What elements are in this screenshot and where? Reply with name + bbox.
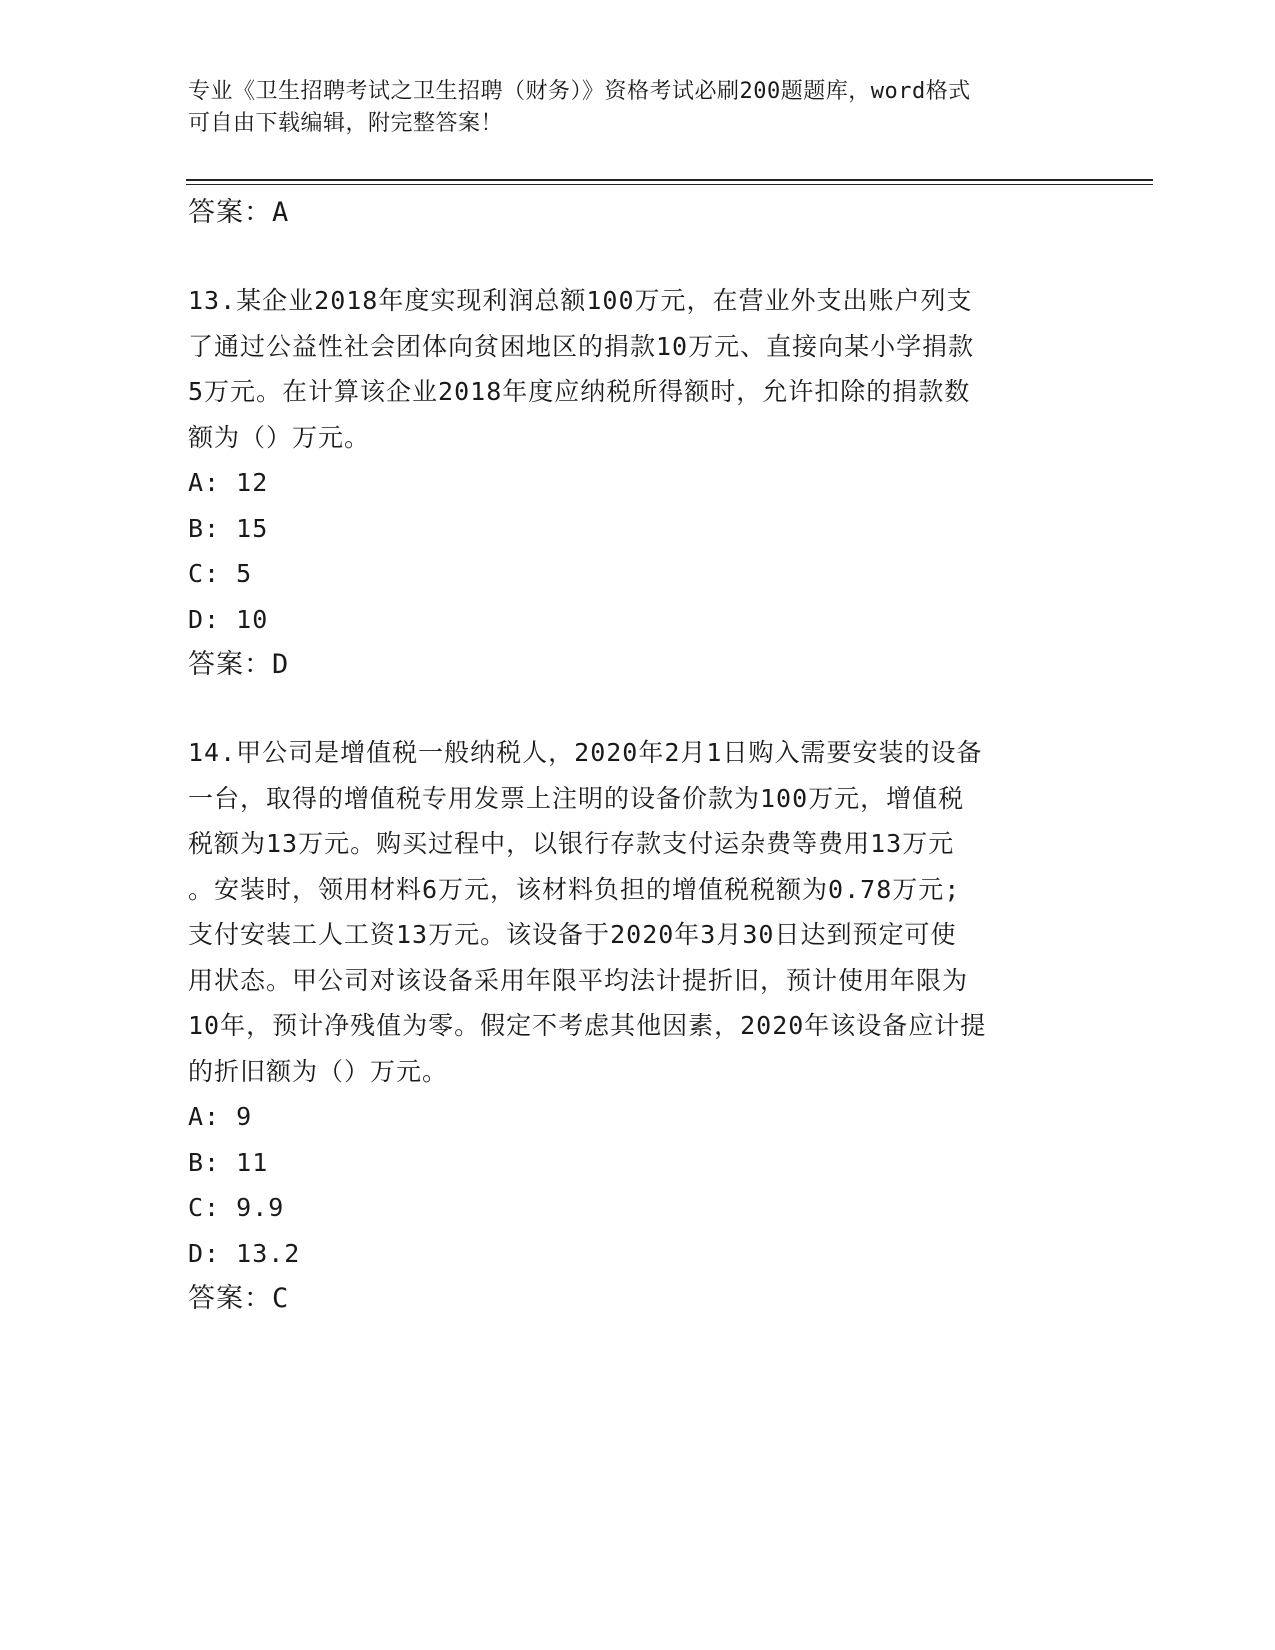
question-line: 10年，预计净残值为零。假定不考虑其他因素，2020年该设备应计提 bbox=[188, 1011, 987, 1040]
question-line: 了通过公益性社会团体向贫困地区的捐款10万元、直接向某小学捐款 bbox=[188, 331, 975, 361]
spacer bbox=[188, 688, 1088, 730]
spacer bbox=[188, 236, 1088, 278]
document-header bbox=[188, 76, 1088, 140]
question-line: 14.甲公司是增值税一般纳税人，2020年2月1日购入需要安装的设备 bbox=[188, 738, 983, 767]
question-line: 。安装时，领用材料6万元，该材料负担的增值税税额为0.78万元; bbox=[188, 874, 961, 904]
question-text bbox=[188, 278, 1088, 460]
question-line: 5万元。在计算该企业2018年度应纳税所得额时，允许扣除的捐款数 bbox=[188, 377, 971, 406]
question-line: 税额为13万元。购买过程中，以银行存款支付运杂费等费用13万元 bbox=[188, 829, 955, 858]
option-d: D: 13.2 bbox=[188, 1238, 301, 1268]
question-line: 额为（）万元。 bbox=[188, 422, 371, 452]
header-line-1: 专业《卫生招聘考试之卫生招聘（财务）》资格考试必刷200题题库，word格式 bbox=[188, 79, 971, 104]
question-line: 13.某企业2018年度实现利润总额100万元，在营业外支出账户列支 bbox=[188, 286, 973, 315]
option-a: A: 12 bbox=[188, 468, 269, 497]
question-line: 的折旧额为（）万元。 bbox=[188, 1056, 449, 1086]
option-a: A: 9 bbox=[188, 1102, 253, 1131]
document-body bbox=[188, 190, 1088, 1322]
question-line: 一台，取得的增值税专用发票上注明的设备价款为100万元，增值税 bbox=[188, 783, 965, 813]
option-b: B: 15 bbox=[188, 513, 269, 543]
question-14 bbox=[188, 730, 1088, 1322]
answer: 答案：C bbox=[188, 1283, 290, 1314]
header-rule-thick bbox=[186, 179, 1153, 181]
option-c: C: 5 bbox=[188, 559, 253, 588]
question-line: 支付安装工人工资13万元。该设备于2020年3月30日达到预定可使 bbox=[188, 920, 957, 949]
option-d: D: 10 bbox=[188, 604, 269, 634]
header-rule-thin bbox=[186, 184, 1153, 185]
question-line: 用状态。甲公司对该设备采用年限平均法计提折旧，预计使用年限为 bbox=[188, 965, 969, 995]
previous-answer: 答案：A bbox=[188, 197, 290, 228]
option-b: B: 11 bbox=[188, 1147, 269, 1177]
question-13 bbox=[188, 278, 1088, 688]
answer: 答案：D bbox=[188, 649, 290, 680]
question-text bbox=[188, 730, 1088, 1094]
header-line-2: 可自由下载编辑，附完整答案！ bbox=[188, 111, 504, 136]
option-c: C: 9.9 bbox=[188, 1193, 285, 1222]
